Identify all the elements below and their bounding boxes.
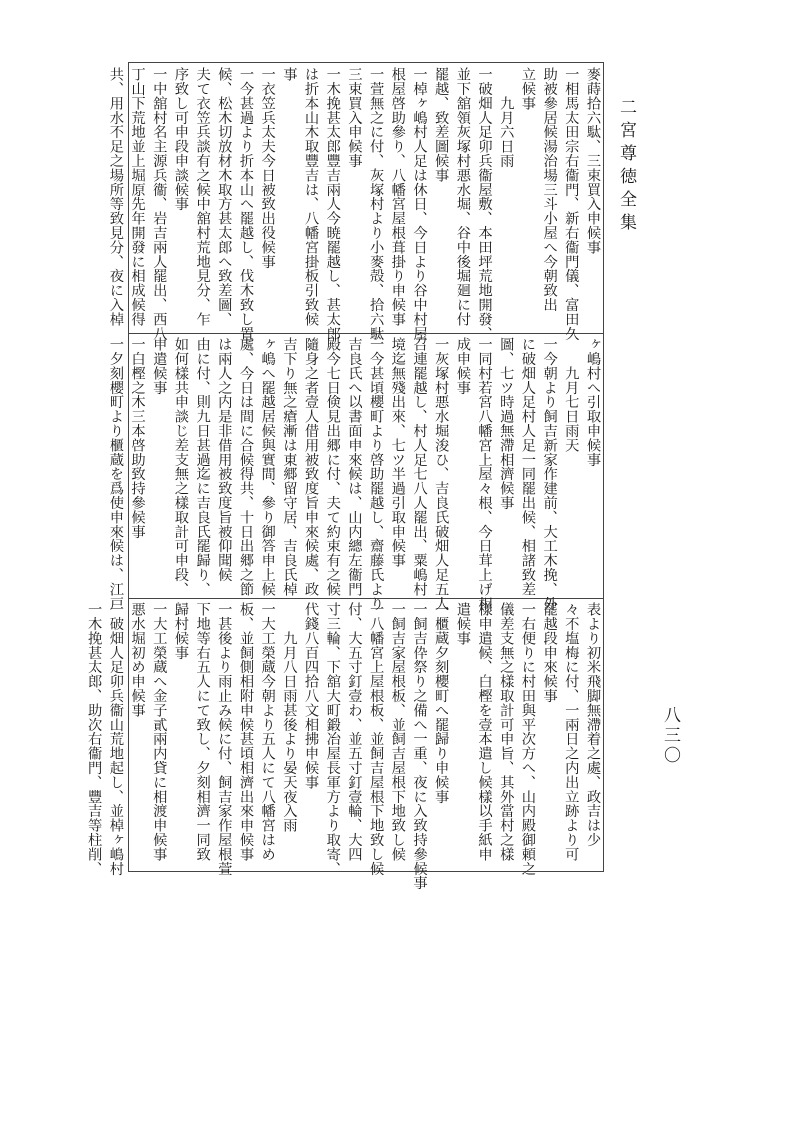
text-frame <box>86 62 604 890</box>
text-column: 九月八日雨甚後より晏天夜入雨 <box>281 602 298 833</box>
text-column: 事 <box>281 67 298 82</box>
text-column: 夫て衣笠兵談有之候中舘村荒地見分、乍 <box>194 67 211 327</box>
text-column: 下地等右五人にて致し、夕刻相濟一同致 <box>194 602 211 862</box>
text-column: 寸三輪、下舘大町鍛冶屋長軍方より取寄、 <box>324 602 341 876</box>
text-column: 表より初米飛脚無滯着之處、政吉は少 <box>585 602 601 847</box>
text-column: 丁山下荒地並上堀原先年開發に相成候得 <box>129 67 146 327</box>
text-column: 殿今七日倹見出郷に付、夫て約束有之候 <box>324 337 341 597</box>
text-column: 罷越、致差圖候事 <box>433 67 450 183</box>
text-column: 一萱無之に付、灰塚村より小麥殻、拾六駄 <box>368 67 385 341</box>
text-column: 罷越段申來候事 <box>541 602 558 703</box>
text-column: 序致し可申段申談候事 <box>172 67 189 211</box>
text-column: 一八幡宮上屋根板、並飼吉屋根下地致し候 <box>368 602 385 876</box>
text-column: は折本山木取豐吉は、八幡宮掛板引致候 <box>303 67 320 327</box>
text-column: 九月七日雨天 <box>563 337 580 453</box>
text-column: 處、今日は間に合候得共、十日出郷之節 <box>238 337 254 597</box>
tier-middle <box>107 337 603 611</box>
text-column: 成申候事 <box>454 337 471 395</box>
text-column: 隨身之者壹人借用被致度旨申來候處、政 <box>303 337 320 597</box>
text-column: 圖、七ツ時過無滯相濟候事 <box>498 337 515 510</box>
text-column: 一甚後より雨止み候に付、飼吉家作屋根萱 <box>216 602 233 876</box>
text-column: 一白樫之木三本啓助致持參候事 <box>129 337 146 539</box>
text-column: 一相馬太田宗右衞門、新右衞門儀、富田久 <box>563 67 580 341</box>
tier-divider-upper <box>129 333 603 334</box>
text-column: 板、並飼側相附申候甚頃相濟出來申候事 <box>238 602 254 862</box>
text-column: 候、松木切放材木取方甚太郎へ致差圖、 <box>216 67 233 327</box>
text-column: 一同村若宮八幡宮上屋々根、今日茸上げ相 <box>476 337 493 611</box>
text-column: 如何樣共申談じ差支無之樣取計可申段、 <box>172 337 189 597</box>
text-column: 一木挽甚太郎、助次右衞門、豐吉等柱削、 <box>86 602 103 876</box>
text-column: 一夕刻櫻町より櫃蔵を爲使申來候は、江戸 <box>107 337 124 611</box>
text-column: 申遣候事 <box>151 337 168 395</box>
text-column: 一大工榮蔵へ金子貳兩内貸に相渡申候事 <box>151 602 168 862</box>
text-column: 一右便りに村田與平次方へ、山内殿御頼之 <box>519 602 536 876</box>
text-column: 付、大五寸釘壹わ、並五寸釘壹輪、大四 <box>346 602 363 862</box>
tier-divider-lower <box>129 598 603 599</box>
text-column: 一今甚過より折本山へ罷越し、伐木致し置 <box>238 67 254 341</box>
text-column: 一今甚頃櫻町より啓助罷越し、齋藤氏より <box>368 337 385 611</box>
text-column: 代錢八百四拾八文相拂申候事 <box>303 602 320 790</box>
text-column: 由に付、則九日甚過迄に吉良氏罷歸り、 <box>194 337 211 597</box>
text-column: 一衣笠兵太夫今日被致出役候事 <box>259 67 276 269</box>
text-column: 一破畑人足卯兵衞山荒地起し、並棹ヶ嶋村 <box>107 602 124 876</box>
text-column: 一櫃蔵夕刻櫻町へ罷歸り申候事 <box>433 602 450 804</box>
text-column: 吉下り無之瘡漸は東郷留守居、吉良氏棹 <box>281 337 298 597</box>
book-title: 二宮尊徳全集 <box>616 98 636 236</box>
text-column: 歸村候事 <box>172 602 189 660</box>
page-number: 八三〇 <box>660 706 680 766</box>
text-column: 共、用水不足之場所等致見分、夜に入棹 <box>107 67 124 327</box>
tier-upper <box>107 67 603 341</box>
text-column: 一棹ヶ嶋村人足は休日、今日より谷中村屋 <box>411 67 428 341</box>
text-column: 々不塩梅に付、一兩日之内出立跡より可 <box>563 602 580 862</box>
text-column: 根屋啓助參り、八幡宮屋根葺掛り申候事 <box>389 67 406 327</box>
text-column: 吉良氏へ以書面申來候は、山内總左衞門 <box>346 337 363 597</box>
text-column: 樣申遣候、白樫を壹本遣し候樣以手紙申 <box>476 602 493 862</box>
text-column: ヶ嶋村へ引取申候事 <box>585 337 601 467</box>
text-column: 一今朝より飼吉新家作建前、大工木挽、外 <box>541 337 558 611</box>
text-column: 一木挽甚太郎豐吉兩人今暁罷越し、甚太郎 <box>324 67 341 341</box>
text-column: 召連罷越し、村人足七八人罷出、粟嶋村 <box>411 337 428 597</box>
text-column: 一大工榮蔵今朝より五人にて八幡宮はめ <box>259 602 276 862</box>
tier-lower <box>86 602 603 890</box>
text-column: 麥蒔拾六駄、三束買入申候事 <box>585 67 601 255</box>
text-column: 境迄無殘出來、七ツ半過引取申候事 <box>389 337 406 568</box>
text-column: 儀差支無之樣取計可申旨、其外當村之樣 <box>498 602 515 862</box>
text-column: 一灰塚村悪水堀浚ひ、吉良氏破畑人足五人 <box>433 337 450 611</box>
text-column: 立候事 <box>519 67 536 111</box>
text-column: 悪水堀初め申候事 <box>129 602 146 718</box>
text-column: 三束買入申候事 <box>346 67 363 168</box>
text-column: 一飼吉伜祭り之備へ一重、夜に入致持參候事 <box>411 602 428 890</box>
text-column: は兩人之内是非借用被致度旨被仰聞候 <box>216 337 233 582</box>
text-column: 九月六日雨 <box>498 67 515 168</box>
text-column: 一中舘村名主源兵衞、岩吉兩人罷出、西八 <box>151 67 168 341</box>
text-column: 一飼吉家屋根板、並飼吉屋根下地致し候 <box>389 602 406 862</box>
text-column: 並下舘領灰塚村悪水堀、谷中後堀廻に付 <box>454 67 471 327</box>
text-column: 一破畑人足卯兵衞屋敷、本田坪荒地開發、 <box>476 67 493 341</box>
text-column: ヶ嶋へ罷越居候與實間、參り御答申上候 <box>259 337 276 597</box>
text-column: 助被參居候湯治場三斗小屋へ今朝致出 <box>541 67 558 312</box>
text-column: 遣候事 <box>454 602 471 646</box>
text-column: に破畑人足村人足一同罷出候、相諸致差 <box>519 337 536 597</box>
